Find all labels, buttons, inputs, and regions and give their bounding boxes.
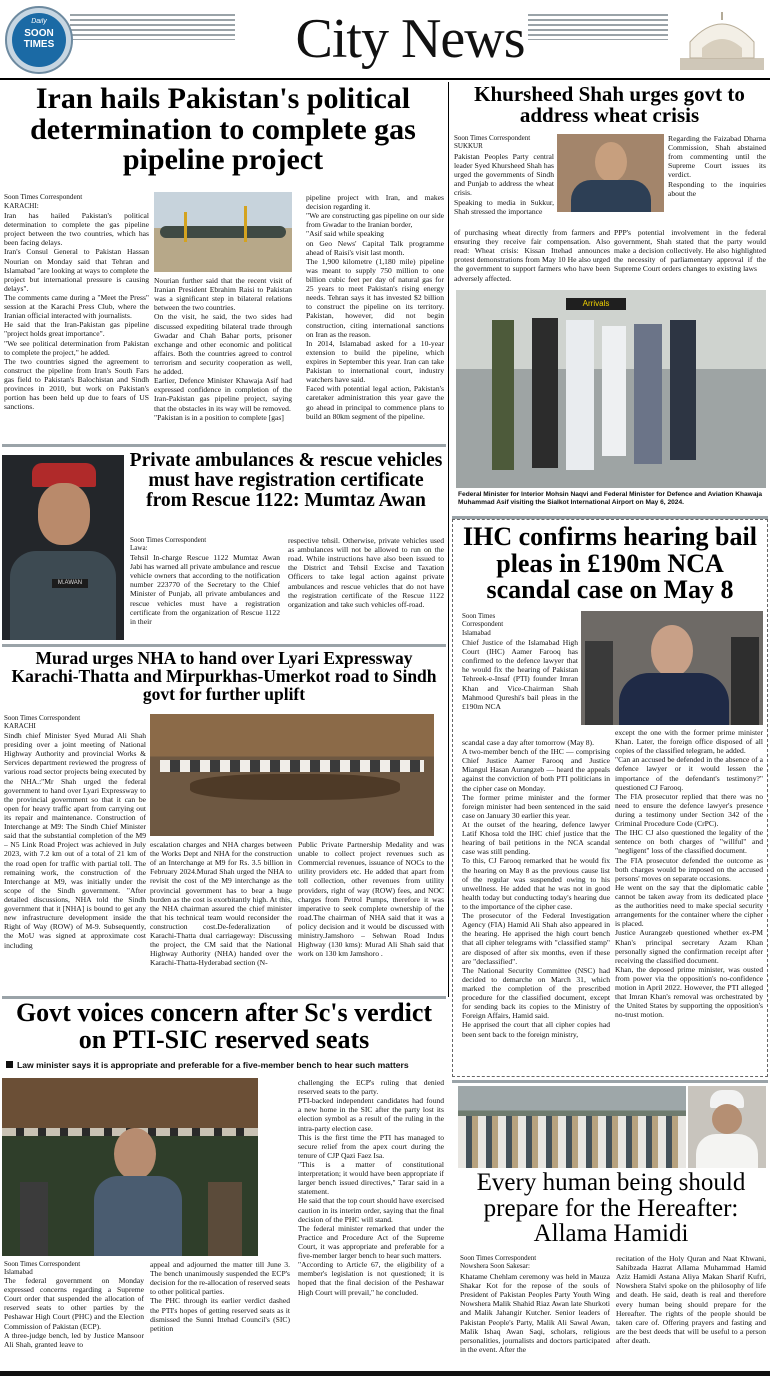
airport-caption: Federal Minister for Interior Mohsin Naqvi and Federal Minister for Defence and Aviation Khawaja Muhammad Asif visiting the Sialkot International Airport on May 6, 2024. xyxy=(458,491,762,506)
section-title: City News xyxy=(295,8,525,70)
govt-col1: The federal government on Monday expressed concerns regarding a Supreme Court order that suspended the allocation of reserved seats to other parties by the Peshawar High Court (PHC) and the Election Commission of Pakistan (ECP). A three-judge bench, led by Justice Mansoor Ali Shah, granted leave to xyxy=(4,1276,144,1349)
iran-col3: pipeline project with Iran, and makes decision regarding it. "We are constructing gas pipeline on our side from Gwadar to the Iranian border, "Asif said while speaking on Geo News' Capital Talk programme ahead of Raisi's visit last month. The 1,900 kilometre (1,180 mile) pipeline was meant to supply 750 million to one billion cubic feet per day of natural gas for 25 years to meet Pakistan's rising energy needs. Tehran says it has invested $2 billion to construct the pipeline on its territory. Pakistan, however, did not begin construction, citing international sanctions on Iran as the reason. In 2014, Islamabad asked for a 10-year extension to build the pipeline, which expires in September this year. Iran can take Pakistan to international court, industry watchers have said. Faced with potential legal action, Pakistan's caretaker administration this year gave the go ahead in principal to commence plans to build an 80km segment of the pipeline. xyxy=(306,193,444,421)
ihc-byline: Soon Times Correspondent Islamabad xyxy=(462,612,504,637)
hamidi-col1: Khatame Chehlam ceremony was held in Mauza Shakar Kot for the repose of the souls of President of Pakistan Peoples Party Youth Wing Nowshera Malik Shahid Riaz Awan late Shurkoti and Malik Jahangir Kutcher. Senior leaders of Pakistan People's Party, Malik Ali Sawal Awan, Malik Ishaq Awan Saqi, scholars, religious personalities, journalists and doctors participated in the event. After the xyxy=(460,1272,610,1354)
law-minister-photo xyxy=(2,1078,258,1256)
hamidi-headline: Every human being should prepare for the Hereafter: Allama Hamidi xyxy=(476,1170,746,1247)
iran-col2: Nourian further said that the recent visit of Iranian President Ebrahim Raisi to Pakistan was a significant step in bilateral relations between the two countries. On the visit, he said, the two sides had discussed expediting bilateral trade through Gwadar and Chah Bahar ports, prisoner exchange and other economic and political affairs. Both the countries agreed to control terrorism and security cooperation as well, he added. Earlier, Defence Minister Khawaja Asif had expressed confidence in completion of the Iran-Pakistan gas pipeline project, saying that the obstacles in its way will be removed. "Pakistan is in a position to complete [gas] xyxy=(154,276,292,422)
ambulance-col1: Tehsil In-charge Rescue 1122 Mumtaz Awan Jabi has warned all private ambulance and rescue vehicle owners that according to the notification number 223770 of the Secretary to the Chief Minister of Punjab, all private ambulances and rescue vehicles must have a registration certificate from the organization of Rescue 1122 in their xyxy=(130,553,280,626)
murad-headline: Murad urges NHA to hand over Lyari Expressway Karachi-Thatta and Mirpurkhas-Umerkot road to Sindh govt for further uplift xyxy=(11,650,437,704)
khursheed-byline: Soon Times Correspondent SUKKUR xyxy=(454,134,531,151)
ambulance-col2: respective tehsil. Otherwise, private vehicles used as ambulances will not be allowed to run on the road. While instructions have also been issued to the District and Tehsil Excise and Taxation Officers to take legal action against private ambulances and rescue vehicles that do not have the registration certificate of the Rescue 1122 organization and take such vehicles off-road. xyxy=(288,536,444,609)
arrivals-sign: Arrivals xyxy=(566,298,626,310)
govt-subhead-text: Law minister says it is appropriate and preferable for a five-member bench to hear such matters xyxy=(17,1060,409,1070)
khursheed-col1a: Pakistan Peoples Party central leader Syed Khursheed Shah has urged the governments of Sindh and Punjab to address the wheat crisis. Speaking to media in Sukkur, Shah stressed the importance xyxy=(454,152,554,216)
airport-visit-photo xyxy=(456,290,766,488)
govt-col3: challenging the ECP's ruling that denied reserved seats to the party. PTI-backed independent candidates had found a new home in the SIC after the party lost its election symbol as a result of the ruling in the intra-party election case. This is the first time the PTI has managed to secure relief from the apex court during the tenure of CJP Qazi Faez Isa. "This is a matter of constitutional interpretation; it would have been appropriate if larger bench issued directives," Tarar said in a statement. He said that the top court should have exercised caution in its interim order, saying that the final decision of the PHC will stand. The federal minister remarked that under the Practice and Procedure Act of the Supreme Court, it was appropriate and preferable for a five-member larger bench to hear such matters. "According to Article 67, the eligibility of a member's legislation is not questioned; it is hoped that the final decision of the Peshawar High Court will prevail," he concluded. xyxy=(298,1078,444,1297)
logo-small-text: Daily xyxy=(31,18,47,25)
hamidi-col2: recitation of the Holy Quran and Naat Khwani, Sahibzada Hazrat Allama Muhammad Hamid Aziz Hamidi Astana Aliya Makan Sharif Kufri, Nowshera Stalvi spoke on the philosophy of life and death. He said, death is real and therefore every human being should prepare for the Hereafter. The rights of the people should be taken care of. Offering prayers and fasting and are the best deeds that will be useful to a person after death. xyxy=(616,1254,766,1345)
masthead xyxy=(0,0,770,80)
govt-col2: appeal and adjourned the matter till June 3. The bench unanimously suspended the ECP's decision for the re-allocation of reserved seats to other political parties. The PHC through its earlier verdict dashed the PTI's hopes of getting reserved seats as it dismissed the Sunni Ittehad Council's (SIC) petition xyxy=(150,1260,290,1333)
mumtaz-awan-photo xyxy=(2,455,124,640)
bottom-bar xyxy=(0,1371,770,1376)
khursheed-col2a: Regarding the Faizabad Dharna Commission, Shah abstained from commenting until the Supreme Court issues its verdict. Responding to the inquiries about the xyxy=(668,134,766,198)
masthead-left-lines xyxy=(70,14,235,40)
khursheed-col1b: of purchasing wheat directly from farmers and ensuring they receive fair compensation. Also read: Wheat crisis: Kissan Ittehad announces protest demonstrations from May 10 He also urged the government to support farmers who have been adversely affected. xyxy=(454,228,610,283)
nha-meeting-photo xyxy=(150,714,434,836)
allama-hamidi-photo xyxy=(688,1086,766,1168)
masthead-right-lines xyxy=(528,14,668,40)
chehlam-gathering-photo xyxy=(458,1086,686,1168)
logo-main-text: SOON TIMES xyxy=(23,29,55,50)
ihc-col2: except the one with the former prime minister Khan. Later, the foreign office disposed of all copies of the classified telegram, he added. "Can an accused be defended in the absence of a defence lawyer or it would lessen the importance of the defendant's testimony?" questioned CJ Farooq. The FIA prosecutor replied that there was no need to ensure the defence lawyer's presence during a testimony under Section 342 of the Criminal Procedure Code (CrPC). The IHC CJ also questioned the legality of the sentence on both charges of "willful" and "negligent" loss of the classified document. The FIA prosecutor defended the outcome as both charges would be imposed on the accused persons' moves on separate occasions. He went on the say that the diplomatic cable cannot be taken away from its dedicated place as the authorities need to make special security arrangements for the container where the cipher is placed. Justice Aurangzeb questioned whether ex-PM Khan's principal secretary Azam Khan personally signed the confirmation receipt after receiving the classified document. Khan, the deposed prime minister, was ousted from power via the opposition's no-confidence motion in April 2022. However, the PTI alleged that Imran Khan's removal was orchestrated by the United States by supporting the opposition's no-trust motion. xyxy=(615,728,763,1020)
murad-byline: Soon Times Correspondent KARACHI xyxy=(4,714,81,731)
murad-col2: escalation charges and NHA charges between the Works Dept and NHA for the construction of an Interchange at M9 for Rs. 3.5 billion in February 2024.Murad Shah urged the NHA to revisit the cost of the M9 interchange as the provincial government has to bear a huge burden as the cost is exorbitantly high. At this, the NHA chairman assured the chief minister that his technical team would reconsider the construction cost.De-federalization of Karachi-Thatta dual carriageway: Discussing the project, the CM said that the National Highway Authority (NHA) handed over the Karachi-Thatta-Hyderabad section (N- xyxy=(150,840,292,968)
murad-col3: Public Private Partnership Medality and was unable to collect project revenues such as Commercial revenues, issuance of NOCs to the utility providers etc. He added that apart from toll collection, other revenues from utility providers, right of way (ROW) fees, and NOC charges from Petrol Pumps, therefore it was imperative to seek complete ownership of the road.The chairman of NHA said that it was a policy decision and it would be discussed with ministry.Jamshoro – Sehwan Road Indus Highway (130 kms): Murad Ali Shah said that work on 130 km Jamshoro . xyxy=(298,840,444,959)
ambulance-byline: Soon Times Correspondent Lawa: xyxy=(130,536,207,553)
murad-col1: Sindh chief Minister Syed Murad Ali Shah presiding over a joint meeting of National Highway Authority and provincial Works & Services department reviewed the progress of various road sector projects being executed by the NHA.:"Mr Shah urged the federal government to hand over Lyari Expressway to the provincial government so that it can be open for heavy traffic apart from carrying out its repair and maintenance. Construction of Interchange at M9: The Sindh Chief Minister said that the substantial completion of the M9 – N5 Link Road Project was achieved in July 2023, with 7.2 km out of a total of 21 km of the road open for traffic with partial toll. The remaining work, the construction of the Interchange at M9, was initially under the scope of the Sindh government. "After detailed discussions, NHA told the Sindh government that it [NHA] is bound to get any new infrastructure development inside the Right of Way (ROW) of M-9. Subsequently, the MoU was signed at approximate cost including xyxy=(4,731,146,950)
soon-times-logo xyxy=(5,6,73,74)
govt-subhead xyxy=(6,1060,446,1074)
govt-byline: Soon Times Correspondent Islamabad xyxy=(4,1260,81,1277)
khursheed-col2b: PPP's potential involvement in the federal government, Shah stated that the party would make a decision collectively. He also highlighted the necessity of parliamentary approval if the Supreme Court orders changes to existing laws xyxy=(614,228,766,274)
iran-headline: Iran hails Pakistan's political determination to complete gas pipeline project xyxy=(30,84,416,177)
ihc-col1a: Chief Justice of the Islamabad High Court (IHC) Aamer Farooq has confirmed to the defence lawyer that he would fix the hearing of Pakistan Tehreek-e-Insaf (PTI) founder Imran Khan and Vice-Chairman Shah Mahmood Qureshi's bail pleas in the £190m NCA xyxy=(462,638,578,711)
imran-khan-photo xyxy=(581,611,763,725)
hamidi-byline: Soon Times Correspondent Nowshera Soon Sakesar: xyxy=(460,1254,537,1271)
ihc-col1b: scandal case a day after tomorrow (May 8). A two-member bench of the IHC — comprising Chief Justice Aamer Farooq and Justice Miangul Hasan Aurangzeb — heard the appeals against the conviction of both PTI politicians in the cipher case on Monday. The former prime minister and the former foreign minister had been sentenced in the said case on January 30 earlier this year. At the outset of the hearing, defence lawyer Latif Khosa told the IHC chief justice that the hearing of bail petitions in the NCA scandal case was still pending. To this, CJ Farooq remarked that he would fix the hearing on May 8 as the previous cause list of the regular was suspended owing to his unwellness. He added that he was not in good health today but conducting today's hearing due to the importance of the cipher case. The prosecutor of the Federal Investigation Agency (FIA) Hamid Ali Shah also appeared in the hearing. He apprised the high court bench that all cipher telegrams with "classified stamp" are disposed of after six months, even if these are "declassified". The National Security Committee (NSC) had decided to demarche on March 31, which marked the completion of the prescribed procedure for the classified document, except for sending back its copies to the Ministry of Foreign Affairs, Hamid said. He apprised the court that all cipher copies had been sent back to the foreign ministry, xyxy=(462,738,610,1039)
iran-col1: Iran has hailed Pakistan's political determination to complete the gas pipeline project between the two countries, which has been facing delays. Iran's Consul General to Pakistan Hassan Nourian on Monday said that Tehran and Islamabad "are looking at ways to complete the project but international pressure is causing delays". The comments came during a "Meet the Press" session at the Karachi Press Club, where the Iranian official interacted with journalists. He said that the Iran-Pakistan gas pipeline "project holds great importance". "We see political determination from Pakistan to complete the project," he added. The two countries signed the agreement to construct the pipeline from Iran's South Fars gas field to Pakistan's Balochistan and Sindh provinces in 2010, but work on Pakistan's portion has been held up due to fears of US sanctions. xyxy=(4,211,149,412)
bullet-icon xyxy=(6,1061,13,1068)
govt-headline: Govt voices concern after Sc's verdict on PTI-SIC reserved seats xyxy=(15,1000,433,1054)
ambulance-headline: Private ambulances & rescue vehicles must have registration certificate from Rescue 1122: Mumtaz Awan xyxy=(129,451,443,511)
pipeline-photo xyxy=(154,192,292,272)
khursheed-shah-photo xyxy=(557,134,664,212)
mumtaz-nameplate: M.AWAN xyxy=(52,579,88,588)
iran-byline: Soon Times Correspondent KARACHI: xyxy=(4,193,83,210)
column-divider xyxy=(448,82,449,997)
mausoleum-icon xyxy=(680,8,764,70)
ihc-headline: IHC confirms hearing bail pleas in £190m NCA scandal case on May 8 xyxy=(463,524,757,605)
khursheed-headline: Khursheed Shah urges govt to address wheat crisis xyxy=(474,84,745,128)
